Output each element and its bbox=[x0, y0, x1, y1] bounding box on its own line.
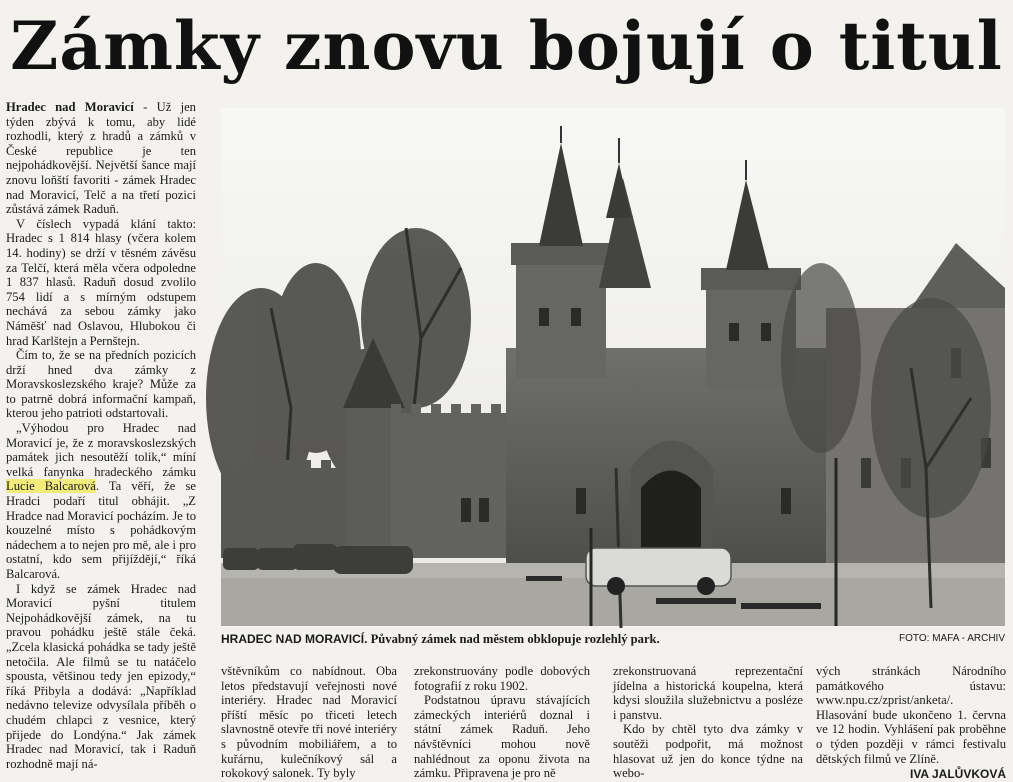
bottom-column-3-text-a: zrekonstruovaná reprezentační jídelna a historická koupelna, která kdysi sloužila služebnictvu a posléze i panstvu. bbox=[613, 664, 803, 722]
paragraph-2: V číslech vypadá klání takto: Hradec s 1 814 hlasy (včera kolem 14. hodiny) se drží v těsném závěsu za Telčí, která měla včera odpoledne 1 837 hlasů. Raduň dosud zvolilo 754 lidí a s mírným odstupem nechává za sebou zámky jako Náměšť nad Oslavou, Hlubokou či hrad Karlštejn a Pernštejn. bbox=[6, 216, 196, 348]
lead-place: Hradec nad Moravicí bbox=[6, 100, 134, 114]
author-byline: IVA JALŮVKOVÁ bbox=[909, 767, 1006, 782]
caption-label: HRADEC NAD MORAVICÍ. bbox=[221, 632, 368, 646]
castle-photo bbox=[221, 108, 1005, 626]
paragraph-1-text: - Už jen týden zbývá k tomu, aby lidé rozhodli, který z hradů a zámků v České republice je ten nejpohádkovější. Největší šance mají znovu loňští favoriti - zámek Hradec nad Moravicí, Telč a na třetí pozici zůstává zámek Raduň. bbox=[6, 100, 196, 217]
photo-credit: FOTO: MAFA - ARCHIV bbox=[899, 633, 1005, 644]
paragraph-5: I když se zámek Hradec nad Moravicí pyšní titulem Nejpohádkovější zámek, na tu pravou pohádku ještě stále čeká. „Zcela klasická pohádka se tady ještě netočila. Ale filmů se tu natáčelo spousta, většinou tedy jen epizody,“ říká Přibyla a dodává: „Například nedávno televize odvysílala příběh o chudém chlapci z vesnice, který přijede do Londýna.“ Jak zámek Hradec nad Moravicí, tak i Raduň rozhodně mají ná- bbox=[6, 581, 196, 771]
photo-caption bbox=[221, 630, 1005, 648]
headline: Zámky znovu bojují o titul bbox=[10, 7, 1003, 85]
bottom-column-4 bbox=[816, 664, 1006, 782]
bottom-column-4-text: vých stránkách Národního památkového ústavu: www.npu.cz/zprist/anketa/. Hlasování bude ukončeno 1. června ve 12 hodin. Vyhlášení pak proběhne o týden později v rámci festivalu dětských filmů ve Zlíně. bbox=[816, 664, 1006, 766]
bottom-column-1 bbox=[221, 664, 397, 781]
paragraph-1 bbox=[6, 100, 196, 217]
bottom-column-1-text: vštěvníkům co nabídnout. Oba letos představují veřejnosti nové interiéry. Hradec nad Moravicí příští měsíc po třiceti letech slavnostně otevře tři nové interiéry s původním mobiliářem, a to kuřárnu, kulečníkový sál a rokokový salonek. Ty byly bbox=[221, 664, 397, 781]
caption-text: Půvabný zámek nad městem obklopuje rozlehlý park. bbox=[367, 632, 660, 646]
paragraph-4 bbox=[6, 421, 196, 582]
bottom-column-2-text-a: zrekonstruovány podle dobových fotografií z roku 1902. bbox=[414, 664, 590, 693]
bottom-column-2 bbox=[414, 664, 590, 781]
bottom-column-3-text-b: Kdo by chtěl tyto dva zámky v soutěži podpořit, má možnost hlasovat už jen do konce týdne na webo- bbox=[613, 722, 803, 781]
paragraph-3: Čím to, že se na předních pozicích drží hned dva zámky z Moravskoslezského kraje? Může za to patrně dobrá informační kampaň, kterou jeho patrioti odstartovali. bbox=[6, 348, 196, 421]
left-article-column bbox=[6, 100, 196, 772]
bottom-column-2-text-b: Podstatnou úpravu stávajících zámeckých interiérů doznal i státní zámek Raduň. Jeho návštěvníci mohou nově nahlédnout za oponu života na zámku. Připravena je pro ně bbox=[414, 693, 590, 781]
bottom-column-3 bbox=[613, 664, 803, 781]
highlighted-name: Lucie Balcarová bbox=[6, 479, 96, 494]
paragraph-4-end: . Ta věří, že se Hradci podaří titul obhájit. „Z Hradce nad Moravicí pocházím. Je to kouzelné místo s pohádkovým nádechem a to nejen pro mě, ale i pro ostatní, kdo sem přijíždějí,“ říká Balcarová. bbox=[6, 479, 196, 581]
paragraph-4-start: „Výhodou pro Hradec nad Moravicí je, že z moravskoslezských památek jich nesoutěží tolik,“ míní velká fanynka hradeckého zámku bbox=[6, 421, 196, 479]
